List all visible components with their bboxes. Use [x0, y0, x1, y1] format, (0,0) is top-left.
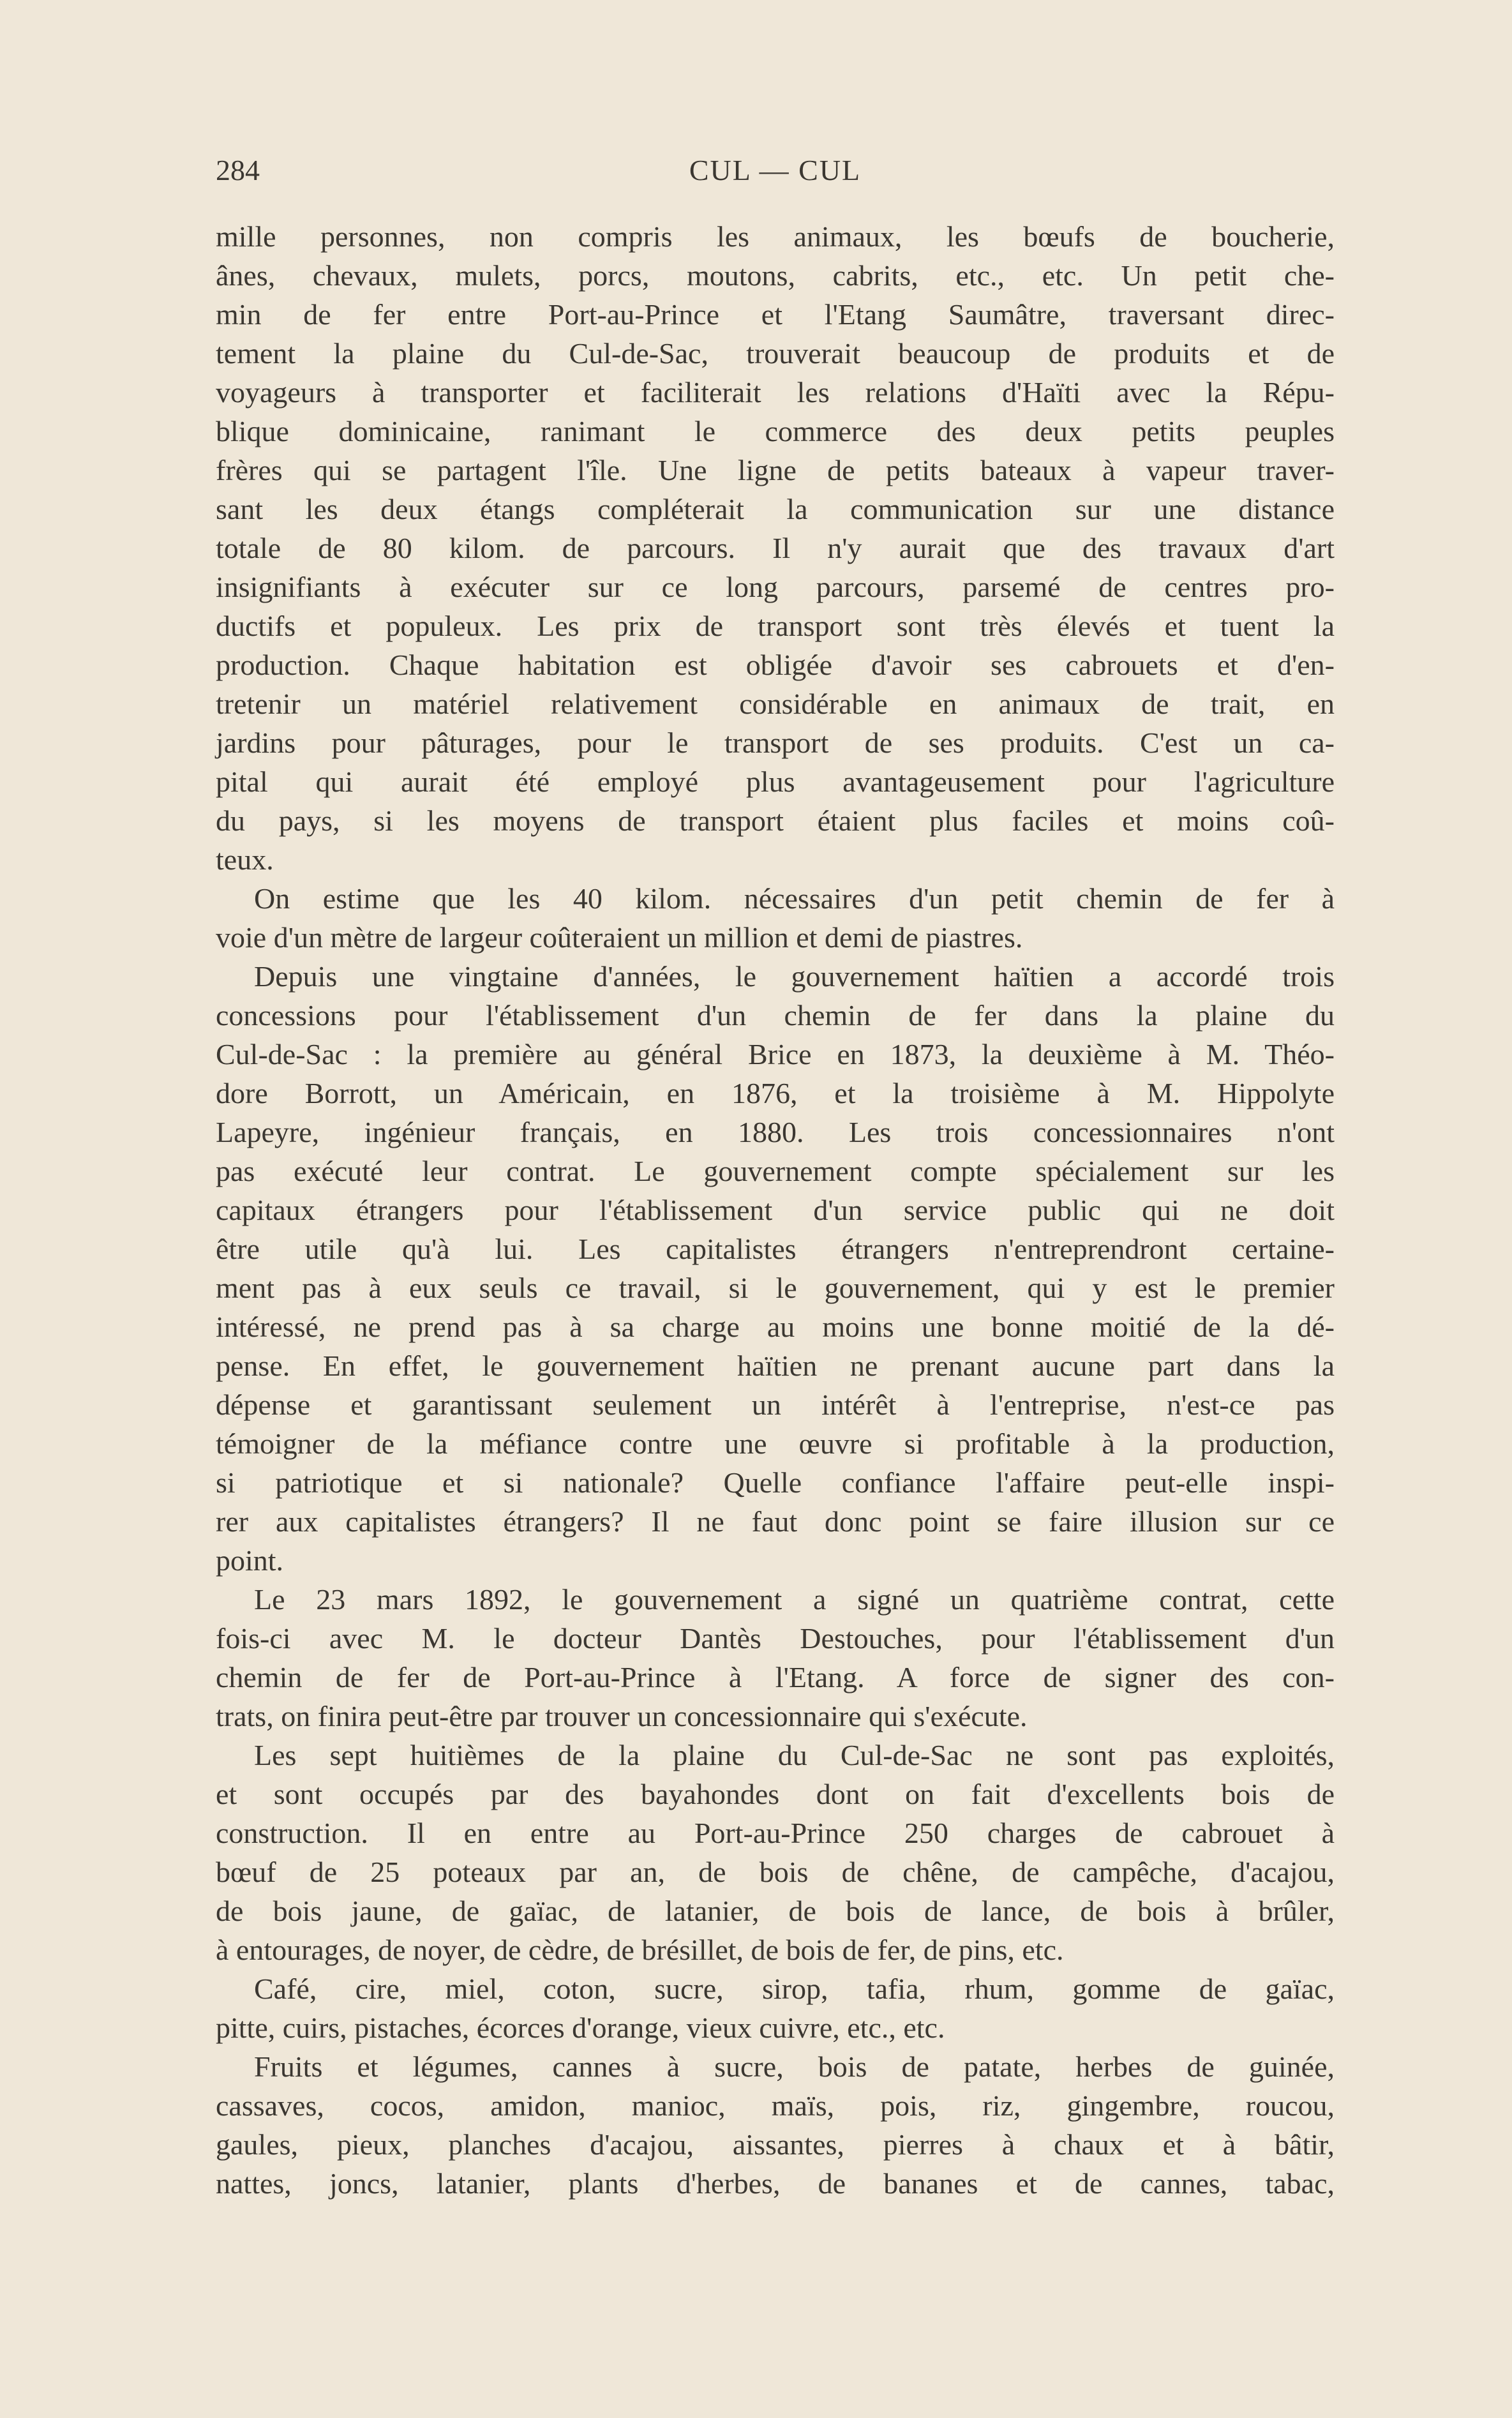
paragraph	[216, 1969, 1335, 2047]
text-line: point.	[216, 1544, 284, 1577]
text-line: voie d'un mètre de largeur coûteraient un million et demi de piastres.	[216, 921, 1023, 954]
text-line: pas exécuté leur contrat. Le gouvernement compte spécialement sur les	[216, 1155, 1335, 1187]
text-line: et sont occupés par des bayahondes dont on fait d'excellents bois de	[216, 1778, 1335, 1810]
text-line: du pays, si les moyens de transport étaient plus faciles et moins coû-	[216, 804, 1335, 837]
text-line: totale de 80 kilom. de parcours. Il n'y aurait que des travaux d'art	[216, 532, 1335, 564]
text-line: pense. En effet, le gouvernement haïtien ne prenant aucune part dans la	[216, 1349, 1335, 1382]
text-line: On estime que les 40 kilom. nécessaires d'un petit chemin de fer à	[254, 882, 1335, 915]
text-line: pitte, cuirs, pistaches, écorces d'orange, vieux cuivre, etc., etc.	[216, 2011, 945, 2044]
text-line: être utile qu'à lui. Les capitalistes étrangers n'entreprendront certaine-	[216, 1233, 1335, 1265]
page-number: 284	[216, 154, 260, 186]
text-line: nattes, joncs, latanier, plants d'herbes, de bananes et de cannes, tabac,	[216, 2167, 1335, 2200]
running-title: CUL — CUL	[689, 154, 862, 186]
page-header	[216, 151, 1335, 190]
text-line: sant les deux étangs compléterait la communication sur une distance	[216, 493, 1335, 525]
text-line: Les sept huitièmes de la plaine du Cul-de-Sac ne sont pas exploités,	[254, 1739, 1335, 1771]
text-line: tement la plaine du Cul-de-Sac, trouverait beaucoup de produits et de	[216, 337, 1335, 370]
text-line: min de fer entre Port-au-Prince et l'Etang Saumâtre, traversant direc-	[216, 298, 1335, 331]
text-line: ânes, chevaux, mulets, porcs, moutons, cabrits, etc., etc. Un petit che-	[216, 259, 1335, 292]
text-line: mille personnes, non compris les animaux, les bœufs de boucherie,	[216, 220, 1335, 253]
text-line: production. Chaque habitation est obligée d'avoir ses cabrouets et d'en-	[216, 649, 1335, 681]
text-line: ment pas à eux seuls ce travail, si le gouvernement, qui y est le premier	[216, 1272, 1335, 1304]
text-line: de bois jaune, de gaïac, de latanier, de bois de lance, de bois à brûler,	[216, 1895, 1335, 1927]
text-line: Café, cire, miel, coton, sucre, sirop, tafia, rhum, gomme de gaïac,	[254, 1972, 1335, 2005]
paragraph	[216, 1736, 1335, 1969]
text-line: ductifs et populeux. Les prix de transport sont très élevés et tuent la	[216, 610, 1335, 642]
text-line: bœuf de 25 poteaux par an, de bois de chêne, de campêche, d'acajou,	[216, 1856, 1335, 1888]
text-line: gaules, pieux, planches d'acajou, aissantes, pierres à chaux et à bâtir,	[216, 2128, 1335, 2161]
text-line: Cul-de-Sac : la première au général Brice en 1873, la deuxième à M. Théo-	[216, 1038, 1335, 1070]
text-line: teux.	[216, 843, 274, 876]
paragraph	[216, 879, 1335, 957]
text-line: capitaux étrangers pour l'établissement d'un service public qui ne doit	[216, 1194, 1335, 1226]
text-line: frères qui se partagent l'île. Une ligne de petits bateaux à vapeur traver-	[216, 454, 1335, 486]
text-line: blique dominicaine, ranimant le commerce des deux petits peuples	[216, 415, 1335, 447]
text-line: Lapeyre, ingénieur français, en 1880. Les trois concessionnaires n'ont	[216, 1116, 1335, 1148]
text-line: cassaves, cocos, amidon, manioc, maïs, pois, riz, gingembre, roucou,	[216, 2089, 1335, 2122]
paragraph	[216, 957, 1335, 1580]
text-line: Depuis une vingtaine d'années, le gouvernement haïtien a accordé trois	[254, 960, 1335, 993]
text-line: Le 23 mars 1892, le gouvernement a signé un quatrième contrat, cette	[254, 1583, 1335, 1616]
text-line: témoigner de la méfiance contre une œuvre si profitable à la production,	[216, 1427, 1335, 1460]
text-line: voyageurs à transporter et faciliterait les relations d'Haïti avec la Répu-	[216, 376, 1335, 409]
text-line: rer aux capitalistes étrangers? Il ne faut donc point se faire illusion sur ce	[216, 1505, 1335, 1538]
text-line: chemin de fer de Port-au-Prince à l'Etang. A force de signer des con-	[216, 1661, 1335, 1693]
text-line: concessions pour l'établissement d'un chemin de fer dans la plaine du	[216, 999, 1335, 1032]
text-line: Fruits et légumes, cannes à sucre, bois de patate, herbes de guinée,	[254, 2050, 1335, 2083]
text-line: dépense et garantissant seulement un intérêt à l'entreprise, n'est-ce pas	[216, 1388, 1335, 1421]
text-line: à entourages, de noyer, de cèdre, de brésillet, de bois de fer, de pins, etc.	[216, 1934, 1064, 1966]
text-line: dore Borrott, un Américain, en 1876, et la troisième à M. Hippolyte	[216, 1077, 1335, 1109]
text-line: fois-ci avec M. le docteur Dantès Destouches, pour l'établissement d'un	[216, 1622, 1335, 1655]
text-line: insignifiants à exécuter sur ce long parcours, parsemé de centres pro-	[216, 571, 1335, 603]
text-line: intéressé, ne prend pas à sa charge au moins une bonne moitié de la dé-	[216, 1310, 1335, 1343]
paragraph	[216, 1580, 1335, 1736]
text-line: trats, on finira peut-être par trouver un concessionnaire qui s'exécute.	[216, 1700, 1028, 1732]
text-line: tretenir un matériel relativement considérable en animaux de trait, en	[216, 687, 1335, 720]
paragraph	[216, 2047, 1335, 2203]
paragraph	[216, 217, 1335, 879]
page-body	[216, 217, 1335, 2203]
text-line: pital qui aurait été employé plus avantageusement pour l'agriculture	[216, 765, 1335, 798]
text-line: si patriotique et si nationale? Quelle confiance l'affaire peut-elle inspi-	[216, 1466, 1335, 1499]
text-line: jardins pour pâturages, pour le transport de ses produits. C'est un ca-	[216, 726, 1335, 759]
text-line: construction. Il en entre au Port-au-Prince 250 charges de cabrouet à	[216, 1817, 1335, 1849]
